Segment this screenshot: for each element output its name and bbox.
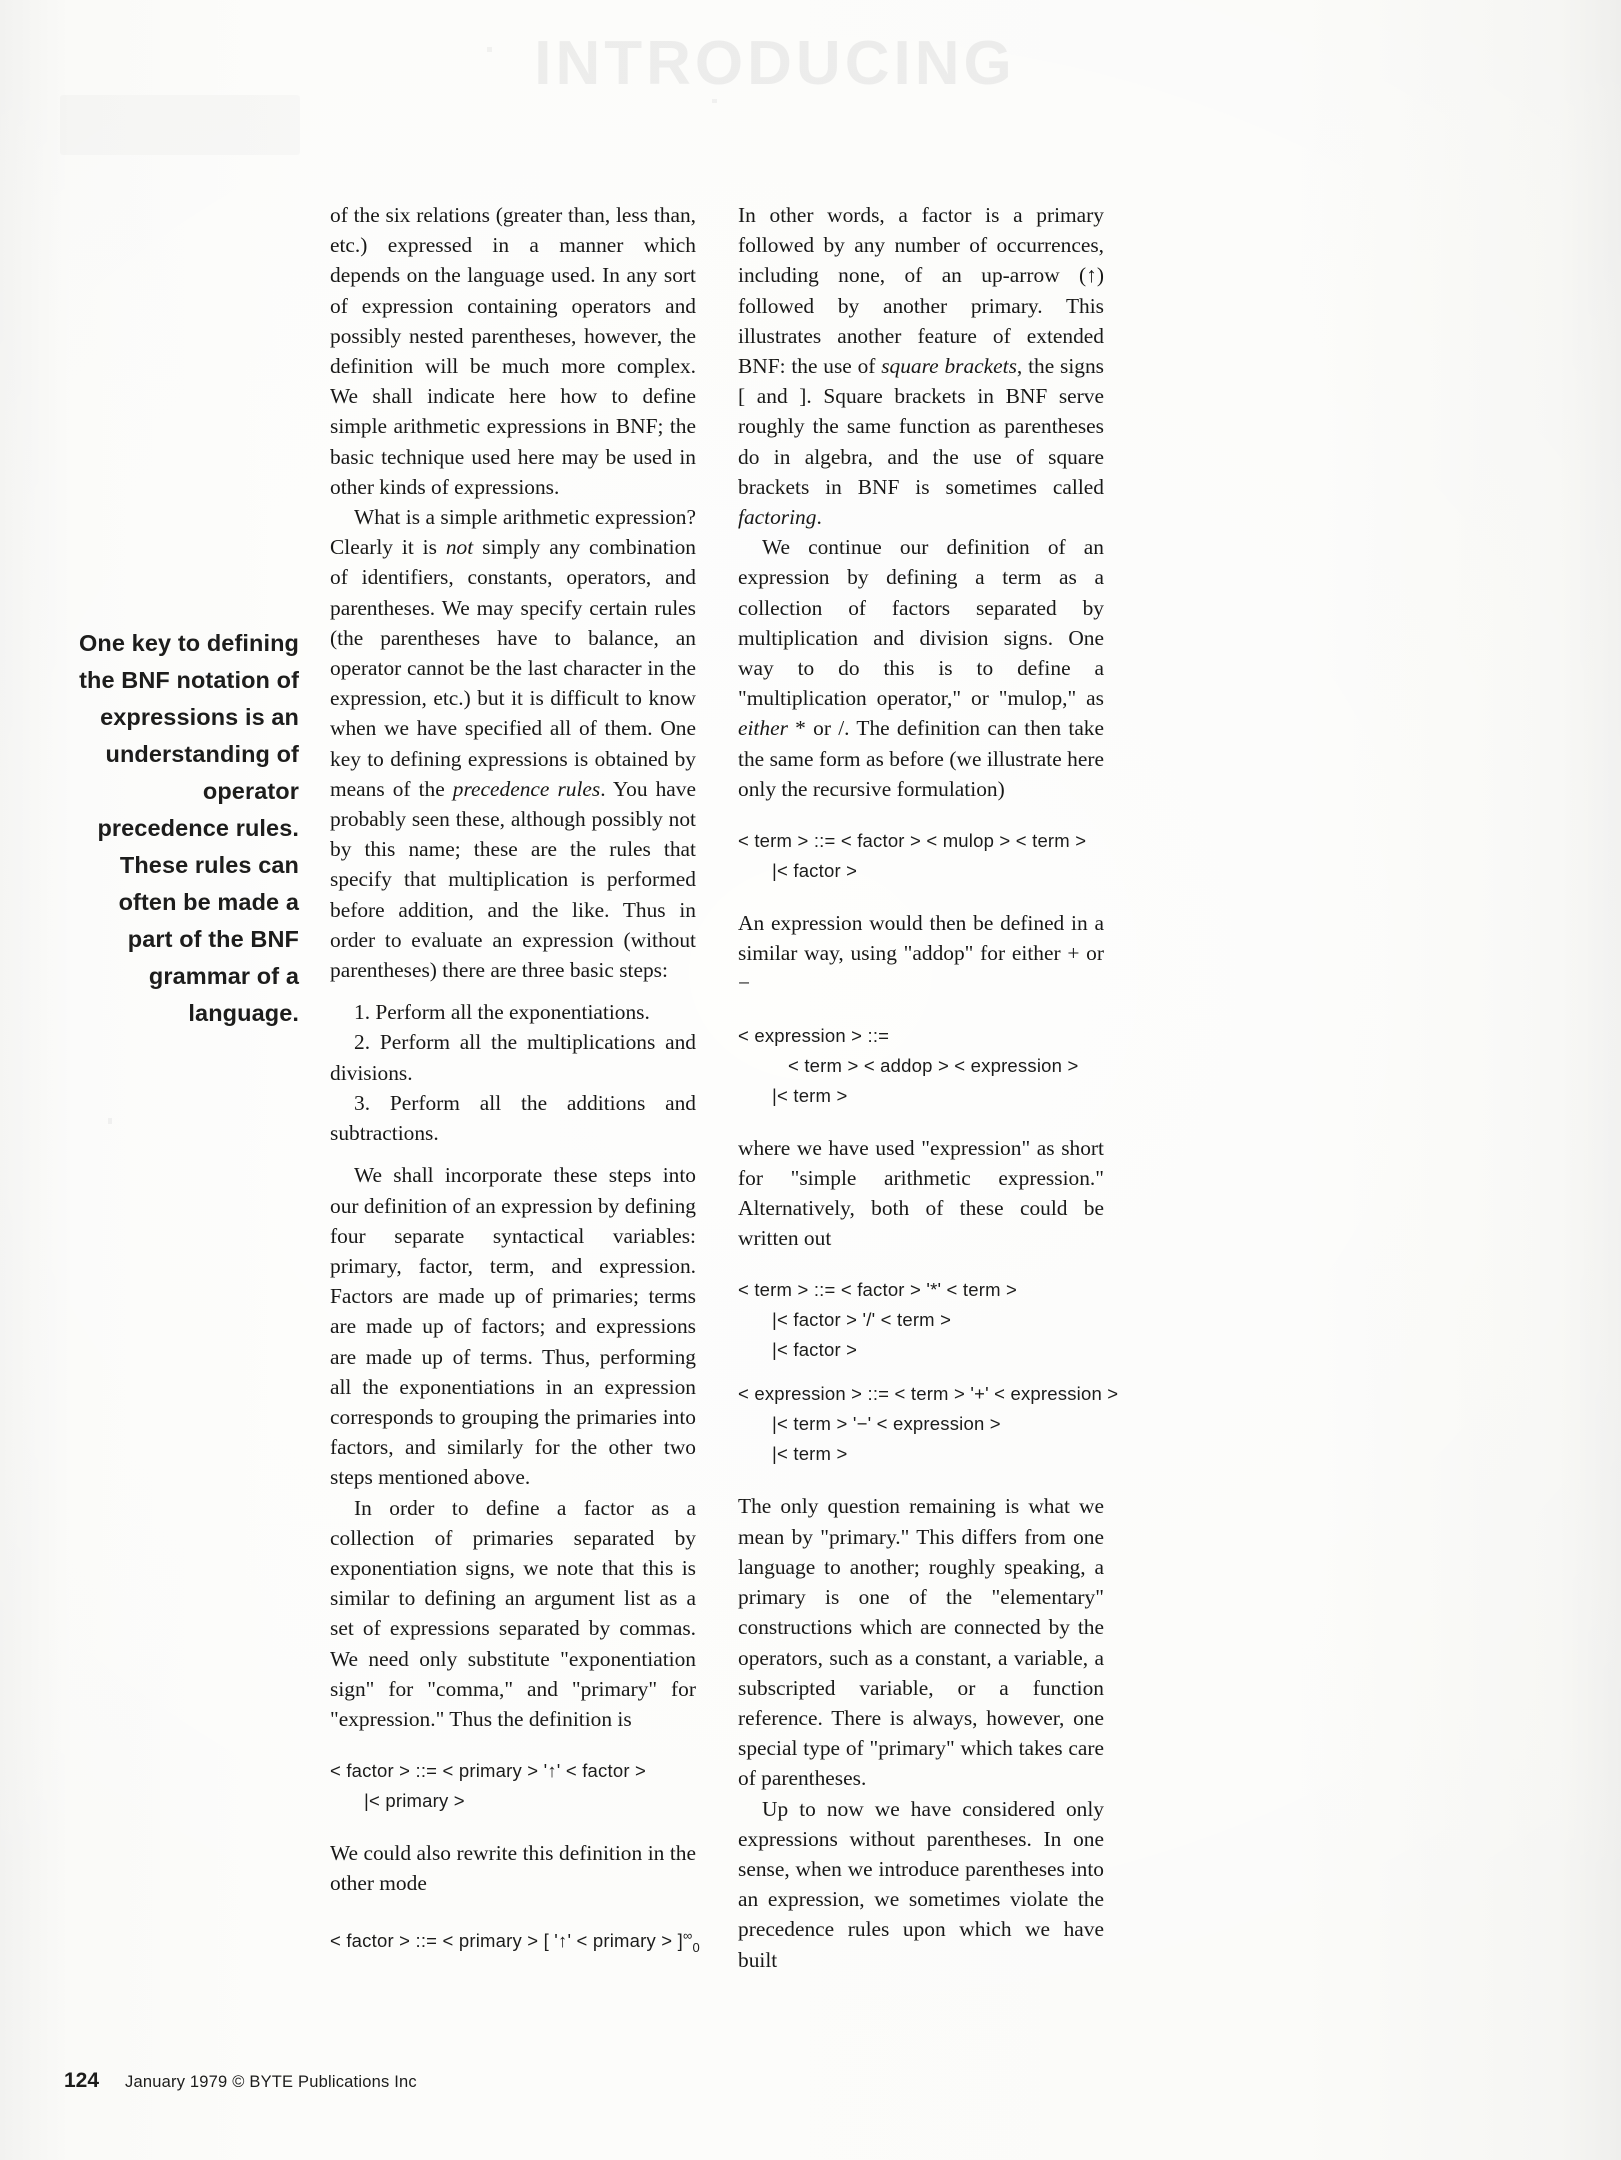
scan-artifact <box>487 47 492 52</box>
bnf-line: |< factor > <box>772 1339 858 1361</box>
bnf-line: |< term > <box>772 1443 848 1465</box>
copyright-credit: January 1979 © BYTE Publications Inc <box>125 2073 417 2091</box>
text-run: * or /. The definition can then take the same form as before (we illustrate here only the recursive formulation) <box>738 716 1104 801</box>
text-run: We continue our definition of an expression by defining a term as a collection of factors separated by multiplication and division signs. One way to do this is to define a "multiplication operator," or "mulop," as <box>738 535 1104 711</box>
body-column-left <box>330 200 700 1984</box>
bnf-code-block-expression <box>738 1021 1104 1111</box>
text-run: , the signs [ and ]. Square brackets in BNF serve roughly the same function as parentheses do in algebra, and the use of square brackets in BNF is sometimes called <box>738 354 1104 499</box>
list-item: 3. Perform all the additions and subtractions. <box>330 1090 696 1146</box>
bnf-subscript-zero: 0 <box>692 1939 700 1955</box>
paragraph: In order to define a factor as a collection of primaries separated by exponentiation signs, we note that this is similar to defining an argument list as a set of expressions separated by commas. We need only substitute "exponentiation sign" for "comma," and "primary" for "expression." Thus the definition is <box>330 1495 696 1731</box>
bnf-line: < term > < addop > < expression > <box>788 1054 1079 1076</box>
emphasis-factoring: factoring <box>738 505 817 530</box>
bnf-line <box>330 1921 700 1963</box>
bnf-line: < expression > ::= < term > '+' < expression > <box>738 1383 1119 1405</box>
emphasis-precedence-rules: precedence rules <box>452 776 601 801</box>
paragraph <box>330 502 696 985</box>
list-item: 2. Perform all the multiplications and divisions. <box>330 1030 696 1085</box>
showthrough-block <box>60 95 300 155</box>
body-column-right <box>738 200 1119 1975</box>
bnf-line: |< factor > '/' < term > <box>772 1309 952 1331</box>
text-run: . <box>816 505 822 530</box>
paragraph <box>738 532 1104 804</box>
paragraph: An expression would then be defined in a similar way, using "addop" for either + or − <box>738 911 1104 996</box>
bnf-code-block-factor-bracketed <box>330 1921 700 1963</box>
paragraph: of the six relations (greater than, less than, etc.) expressed in a manner which depends on the language used. In any sort of expression containing operators and possibly nested parentheses, however, the definition will be much more complex. We shall indicate here how to define simple arithmetic expressions in BNF; the basic technique used here may be used in other kinds of expressions. <box>330 203 696 499</box>
bnf-line: |< term > '−' < expression > <box>772 1413 1001 1435</box>
bnf-line: |< primary > <box>364 1790 465 1812</box>
bnf-line: < term > ::= < factor > < mulop > < term > <box>738 830 1087 852</box>
bnf-line: < expression > ::= <box>738 1024 890 1046</box>
paragraph: We shall incorporate these steps into our definition of an expression by defining four separate syntactical variables: primary, factor, term, and expression. Factors are made up of primaries; terms are made up of factors; and expressions are made up of terms. Thus, performing all the exponentiations in an expression corresponds to grouping the primaries into factors, and similarly for the other two steps mentioned above. <box>330 1163 696 1490</box>
paragraph: The only question remaining is what we mean by "primary." This differs from one language to another; roughly speaking, a primary is one of the "elementary" constructions which are connected by the operators, such as a constant, a variable, a subscripted variable, or a function reference. There is always, however, one special type of "primary" which takes care of parentheses. <box>738 1494 1104 1791</box>
text-run: . You have probably seen these, although possibly not by this name; these are the rules that specify that multiplication is performed before addition, and the like. Thus in order to evaluate an expression (without parentheses) there are three basic steps: <box>330 776 696 983</box>
numbered-step-list <box>330 997 696 1148</box>
text-run: In other words, a factor is a primary followed by any number of occurrences, including none, of an up-arrow (↑) followed by another primary. This illustrates another feature of extended BNF: the use of <box>738 203 1104 379</box>
bnf-code-block-factor <box>330 1756 696 1816</box>
scan-artifact <box>712 99 717 103</box>
paragraph: We could also rewrite this definition in the other mode <box>330 1841 696 1896</box>
bnf-line: < term > ::= < factor > '*' < term > <box>738 1279 1018 1301</box>
scan-artifact <box>108 1118 112 1124</box>
text-run: What is a simple arithmetic expression? Clearly it is <box>330 505 696 560</box>
pull-quote: One key to defining the BNF notation of expressions is an understanding of operator precedence rules. These rules can often be made a part of the BNF grammar of a language. <box>79 630 299 1026</box>
emphasis-not: not <box>445 535 474 560</box>
bnf-code-block-expression-explicit <box>738 1379 1119 1469</box>
page-number: 124 <box>64 2069 100 2092</box>
bnf-text: < factor > ::= < primary > [ '↑' < primary > ] <box>330 1929 683 1951</box>
bnf-code-block-term <box>738 826 1104 886</box>
page-footer <box>64 2069 417 2093</box>
emphasis-square-brackets: square brackets <box>881 354 1017 379</box>
bnf-line: |< factor > <box>772 860 858 882</box>
paragraph: where we have used "expression" as short for "simple arithmetic expression." Alternatively, both of these could be written out <box>738 1135 1104 1251</box>
showthrough-headline: INTRODUCING <box>534 29 1016 98</box>
text-run: simply any combination of identifiers, constants, operators, and parentheses. We may specify certain rules (the parentheses have to balance, an operator cannot be the last character in the expression, etc.) but it is difficult to know when we have specified all of them. One key to defining expressions is obtained by means of the <box>330 535 696 801</box>
paragraph <box>738 200 1104 532</box>
paragraph: Up to now we have considered only expressions without parentheses. In one sense, when we introduce parentheses into an expression, we sometimes violate the precedence rules upon which we have built <box>738 1796 1104 1972</box>
emphasis-either: either <box>738 716 788 741</box>
bnf-line: < factor > ::= < primary > '↑' < factor > <box>330 1760 647 1782</box>
bnf-line: |< term > <box>772 1084 848 1106</box>
list-item: 1. Perform all the exponentiations. <box>354 1000 650 1025</box>
bnf-superscript-infinity: ∞ <box>683 1927 693 1943</box>
bnf-code-block-term-explicit <box>738 1275 1104 1365</box>
